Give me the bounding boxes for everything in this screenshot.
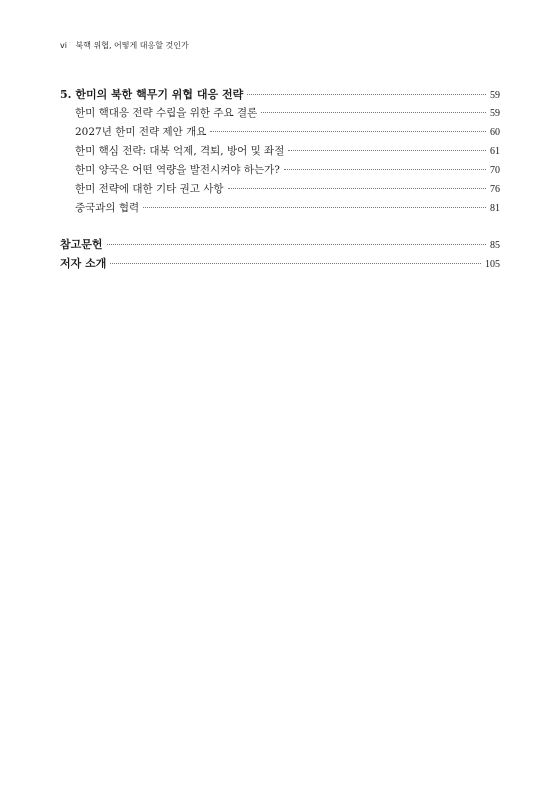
toc-entry-title: 한미 핵심 전략: 대북 억제, 격퇴, 방어 및 좌절 <box>75 145 285 157</box>
toc-entry-title: 한미 양국은 어떤 역량을 발전시켜야 하는가? <box>75 164 280 176</box>
toc-entry-page: 61 <box>490 146 500 157</box>
toc-entry-page: 105 <box>485 259 500 270</box>
toc-entry-page: 76 <box>490 184 500 195</box>
toc-entry-title: 한미 전략에 대한 기타 권고 사항 <box>75 183 224 195</box>
section-gap <box>60 219 500 236</box>
dot-leader <box>284 169 486 170</box>
toc-entry-title: 참고문헌 <box>60 238 103 251</box>
toc-entry-title: 한미 핵대응 전략 수립을 위한 주요 결론 <box>75 107 258 119</box>
toc-entry-page: 81 <box>490 203 500 214</box>
page-folio: vi <box>60 41 67 50</box>
toc-section-5[interactable] <box>60 181 500 200</box>
toc-about-authors[interactable] <box>60 255 500 274</box>
dot-leader <box>210 131 486 132</box>
dot-leader <box>110 263 481 264</box>
toc-chapter-5[interactable] <box>60 86 500 105</box>
toc-section-1[interactable] <box>60 105 500 124</box>
running-header <box>60 40 189 51</box>
toc-entry-page: 59 <box>490 90 500 101</box>
toc-section-3[interactable] <box>60 143 500 162</box>
toc-entry-page: 70 <box>490 165 500 176</box>
toc-entry-page: 85 <box>490 240 500 251</box>
dot-leader <box>261 112 486 113</box>
toc-section-6[interactable] <box>60 200 500 219</box>
toc-section-2[interactable] <box>60 124 500 143</box>
toc-references[interactable] <box>60 236 500 255</box>
dot-leader <box>247 94 486 95</box>
toc-section-4[interactable] <box>60 162 500 181</box>
toc-entry-title: 중국과의 협력 <box>75 202 140 214</box>
toc-entry-page: 59 <box>490 108 500 119</box>
toc-entry-title: 저자 소개 <box>60 257 107 270</box>
dot-leader <box>143 207 486 208</box>
dot-leader <box>228 188 486 189</box>
dot-leader <box>288 150 486 151</box>
table-of-contents <box>60 86 500 274</box>
toc-entry-title: 5. 한미의 북한 핵무기 위협 대응 전략 <box>60 88 244 101</box>
toc-entry-page: 60 <box>490 127 500 138</box>
book-title: 북핵 위협, 어떻게 대응할 것인가 <box>75 41 189 50</box>
dot-leader <box>107 244 486 245</box>
toc-entry-title: 2027년 한미 전략 제안 개요 <box>75 126 207 138</box>
